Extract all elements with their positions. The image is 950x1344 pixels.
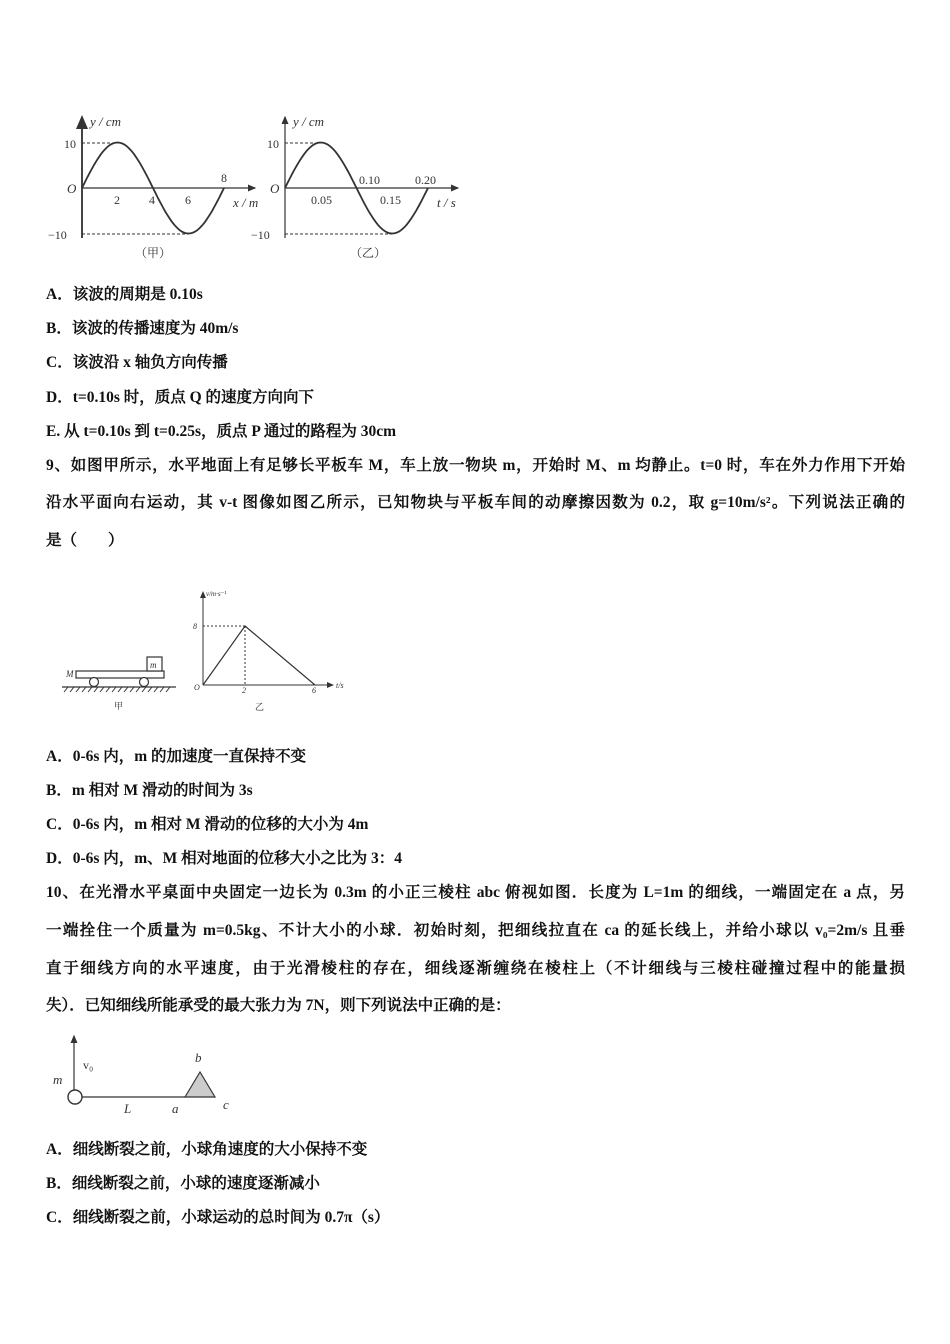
x-label: t/s [336, 681, 344, 690]
ground-hatch [64, 687, 170, 692]
v0-label: v₀ [83, 1058, 94, 1072]
c-label: c [223, 1097, 229, 1112]
L-label: L [124, 1101, 132, 1116]
prism-diagram [53, 1036, 229, 1116]
q10-stem-line: 失）．已知细线所能承受的最大张力为 7N，则下列说法中正确的是： [46, 997, 511, 1014]
y-tick: 8 [193, 622, 197, 631]
x-tick: 4 [149, 193, 155, 207]
cart-diagram [62, 657, 176, 711]
q10-stem-line: 10、在光滑水平桌面中央固定一边长为 0.3m 的小正三棱柱 abc 俯视如图．长度为 L=1m 的细线，一端固定在 a 点，另 [46, 884, 905, 901]
q10-option-a: A．细线断裂之前，小球角速度的大小保持不变 [46, 1141, 368, 1158]
q8-option-c: C．该波沿 x 轴负方向传播 [46, 354, 228, 371]
x-tick: 0.10 [359, 173, 380, 187]
origin-label: O [194, 683, 200, 692]
vt-graph [193, 590, 344, 712]
q8-option-a: A．该波的周期是 0.10s [46, 286, 203, 303]
q10-option-c: C．细线断裂之前，小球运动的总时间为 0.7π（s） [46, 1209, 390, 1226]
x-tick: 2 [242, 686, 246, 695]
wheel [90, 678, 99, 687]
y-label: y / cm [293, 114, 325, 129]
q9-option-d: D．0-6s 内，m、M 相对地面的位移大小之比为 3：4 [46, 850, 403, 867]
vt-line [203, 626, 315, 685]
q8-option-b: B．该波的传播速度为 40m/s [46, 320, 239, 337]
b-label: b [195, 1050, 202, 1065]
caption: （乙） [350, 246, 387, 260]
q9-option-a: A．0-6s 内，m 的加速度一直保持不变 [46, 748, 307, 765]
x-tick: 2 [114, 193, 120, 207]
x-label: t / s [437, 195, 456, 210]
x-label: x / m [233, 195, 259, 210]
q8-option-d: D．t=0.10s 时，质点 Q 的速度方向向下 [46, 389, 315, 406]
q8-option-e: E. 从 t=0.10s 到 t=0.25s，质点 P 通过的路程为 30cm [46, 423, 397, 440]
q10-stem-line: 直于细线方向的水平速度，由于光滑棱柱的存在，细线逐渐缠绕在棱柱上（不计细线与三棱柱碰撞过程中的能量损 [46, 960, 905, 977]
prism-triangle [185, 1072, 215, 1097]
x-tick: 0.20 [415, 173, 436, 187]
y-tick-10: 10 [64, 137, 76, 151]
x-tick: 8 [221, 171, 227, 185]
origin-label: O [67, 181, 77, 196]
q9-option-c: C．0-6s 内，m 相对 M 滑动的位移的大小为 4m [46, 816, 369, 833]
q10-option-b: B．细线断裂之前，小球的速度逐渐减小 [46, 1175, 320, 1192]
y-tick-neg10: −10 [48, 228, 67, 242]
q9-stem-line: 是（ ） [46, 532, 124, 549]
wheel [140, 678, 149, 687]
y-label: y / cm [90, 114, 122, 129]
caption: （甲） [135, 246, 172, 260]
q10-stem-line: 一端拴住一个质量为 m=0.5kg、不计大小的小球．初始时刻，把细线拉直在 ca 的延长线上，并给小球以 v₀=2m/s 且垂 [46, 922, 905, 939]
x-tick: 0.15 [380, 193, 401, 207]
origin-label: O [270, 181, 280, 196]
x-tick: 6 [312, 686, 316, 695]
wave-graph-time [251, 114, 458, 260]
wave-graph-position [48, 114, 258, 260]
block-label: m [150, 660, 157, 670]
x-tick: 0.05 [311, 193, 332, 207]
cart-label: M [66, 669, 74, 679]
ball [68, 1090, 82, 1104]
y-tick-neg10: −10 [251, 228, 270, 242]
q9-stem-line: 9、如图甲所示，水平地面上有足够长平板车 M，车上放一物块 m，开始时 M、m 均静止。t=0 时，车在外力作用下开始 [46, 457, 905, 474]
q9-option-b: B．m 相对 M 滑动的时间为 3s [46, 782, 253, 799]
caption: 甲 [114, 701, 124, 711]
y-label: v/m·s⁻¹ [206, 590, 227, 598]
m-label: m [53, 1072, 63, 1087]
cart-board [76, 671, 164, 678]
caption: 乙 [255, 702, 265, 712]
y-tick-10: 10 [267, 137, 279, 151]
a-label: a [172, 1101, 179, 1116]
q9-stem-line: 沿水平面向右运动，其 v-t 图像如图乙所示，已知物块与平板车间的动摩擦因数为 0.2，取 g=10m/s²。下列说法正确的 [46, 494, 905, 511]
x-tick: 6 [185, 193, 191, 207]
